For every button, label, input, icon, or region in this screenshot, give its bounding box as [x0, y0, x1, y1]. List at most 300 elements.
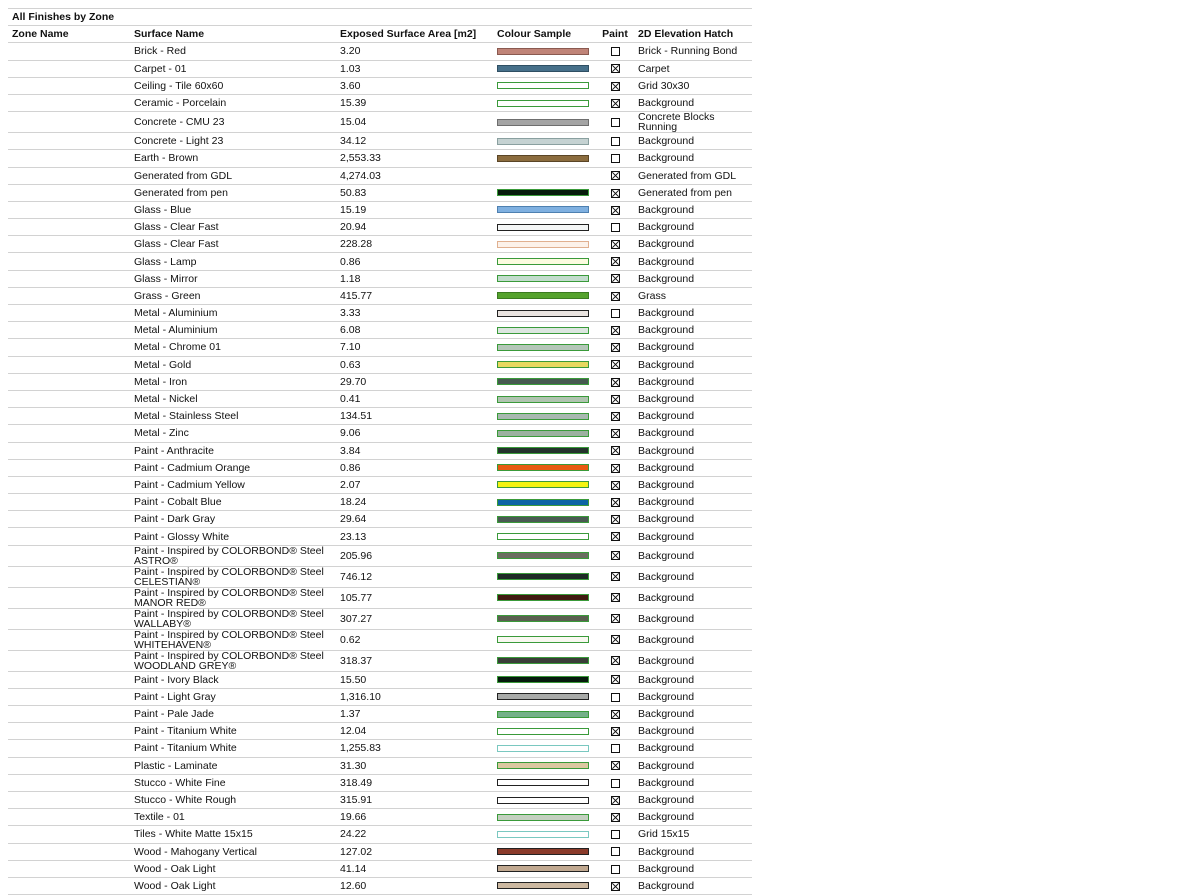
- surface-name-cell: Metal - Gold: [130, 356, 336, 373]
- exposed-area-cell: 4,274.03: [336, 167, 493, 184]
- elevation-hatch-cell: Background: [637, 390, 752, 407]
- zone-name-cell: [8, 390, 130, 407]
- exposed-area-cell: 127.02: [336, 843, 493, 860]
- table-row: [8, 356, 752, 373]
- elevation-hatch-cell: Concrete Blocks Running: [637, 112, 752, 133]
- elevation-hatch-cell: Background: [637, 322, 752, 339]
- colour-sample-cell: [493, 112, 593, 133]
- colour-sample-cell: [493, 339, 593, 356]
- paint-checkbox[interactable]: [611, 761, 620, 770]
- zone-name-cell: [8, 184, 130, 201]
- zone-name-cell: [8, 77, 130, 94]
- paint-cell: [593, 390, 637, 407]
- paint-checkbox[interactable]: [611, 257, 620, 266]
- exposed-area-cell: 3.84: [336, 442, 493, 459]
- table-row: [8, 566, 752, 587]
- zone-name-cell: [8, 740, 130, 757]
- table-row: [8, 877, 752, 894]
- exposed-area-cell: 15.39: [336, 94, 493, 111]
- paint-cell: [593, 774, 637, 791]
- table-row: [8, 77, 752, 94]
- colour-swatch: [497, 224, 589, 231]
- finishes-schedule-table: [8, 8, 752, 895]
- table-row: [8, 94, 752, 111]
- zone-name-cell: [8, 373, 130, 390]
- table-row: [8, 201, 752, 218]
- surface-name-cell: Paint - Cadmium Orange: [130, 459, 336, 476]
- zone-name-cell: [8, 843, 130, 860]
- colour-swatch: [497, 882, 589, 889]
- colour-swatch: [497, 119, 589, 126]
- paint-checkbox[interactable]: [611, 412, 620, 421]
- table-row: [8, 133, 752, 150]
- elevation-hatch-cell: Background: [637, 757, 752, 774]
- surface-name-cell: Paint - Inspired by COLORBOND® Steel MANOR RED®: [130, 587, 336, 608]
- colour-swatch: [497, 636, 589, 643]
- table-row: [8, 60, 752, 77]
- zone-name-cell: [8, 511, 130, 528]
- paint-checkbox[interactable]: [611, 206, 620, 215]
- surface-name-cell: Earth - Brown: [130, 150, 336, 167]
- paint-checkbox[interactable]: [611, 656, 620, 665]
- colour-sample-cell: [493, 270, 593, 287]
- table-row: [8, 860, 752, 877]
- table-row: [8, 253, 752, 270]
- paint-checkbox[interactable]: [611, 796, 620, 805]
- paint-checkbox[interactable]: [611, 446, 620, 455]
- surface-name-cell: Brick - Red: [130, 43, 336, 60]
- paint-checkbox[interactable]: [611, 882, 620, 891]
- paint-checkbox[interactable]: [611, 171, 620, 180]
- table-row: [8, 671, 752, 688]
- colour-sample-cell: [493, 566, 593, 587]
- paint-cell: [593, 545, 637, 566]
- surface-name-cell: Glass - Mirror: [130, 270, 336, 287]
- colour-swatch: [497, 65, 589, 72]
- paint-cell: [593, 167, 637, 184]
- surface-name-cell: Paint - Cadmium Yellow: [130, 476, 336, 493]
- paint-checkbox[interactable]: [611, 779, 620, 788]
- zone-name-cell: [8, 650, 130, 671]
- colour-swatch: [497, 481, 589, 488]
- elevation-hatch-cell: Background: [637, 671, 752, 688]
- elevation-hatch-cell: Background: [637, 459, 752, 476]
- colour-swatch: [497, 430, 589, 437]
- exposed-area-cell: 318.37: [336, 650, 493, 671]
- colour-sample-cell: [493, 545, 593, 566]
- zone-name-cell: [8, 545, 130, 566]
- surface-name-cell: Tiles - White Matte 15x15: [130, 826, 336, 843]
- colour-swatch: [497, 814, 589, 821]
- paint-checkbox[interactable]: [611, 360, 620, 369]
- paint-cell: [593, 425, 637, 442]
- table-row: [8, 150, 752, 167]
- zone-name-cell: [8, 877, 130, 894]
- paint-cell: [593, 476, 637, 493]
- paint-checkbox[interactable]: [611, 830, 620, 839]
- zone-name-cell: [8, 442, 130, 459]
- zone-name-cell: [8, 860, 130, 877]
- colour-swatch: [497, 865, 589, 872]
- zone-name-cell: [8, 528, 130, 545]
- paint-checkbox[interactable]: [611, 378, 620, 387]
- exposed-area-cell: 29.70: [336, 373, 493, 390]
- exposed-area-cell: 15.19: [336, 201, 493, 218]
- zone-name-cell: [8, 791, 130, 808]
- elevation-hatch-cell: Background: [637, 566, 752, 587]
- paint-checkbox[interactable]: [611, 481, 620, 490]
- elevation-hatch-cell: Brick - Running Bond: [637, 43, 752, 60]
- schedule-body: [8, 43, 752, 895]
- colour-sample-cell: [493, 843, 593, 860]
- colour-sample-cell: [493, 791, 593, 808]
- zone-name-cell: [8, 826, 130, 843]
- table-row: [8, 494, 752, 511]
- colour-swatch: [497, 413, 589, 420]
- surface-name-cell: Paint - Light Gray: [130, 688, 336, 705]
- surface-name-cell: Metal - Chrome 01: [130, 339, 336, 356]
- table-row: [8, 112, 752, 133]
- paint-checkbox[interactable]: [611, 274, 620, 283]
- table-row: [8, 219, 752, 236]
- elevation-hatch-cell: Background: [637, 442, 752, 459]
- paint-checkbox[interactable]: [611, 551, 620, 560]
- table-row: [8, 270, 752, 287]
- colour-swatch: [497, 310, 589, 317]
- colour-sample-cell: [493, 305, 593, 322]
- colour-swatch: [497, 615, 589, 622]
- exposed-area-cell: 415.77: [336, 287, 493, 304]
- paint-checkbox[interactable]: [611, 343, 620, 352]
- colour-swatch: [497, 241, 589, 248]
- exposed-area-cell: 318.49: [336, 774, 493, 791]
- paint-checkbox[interactable]: [611, 498, 620, 507]
- exposed-area-cell: 31.30: [336, 757, 493, 774]
- paint-cell: [593, 826, 637, 843]
- exposed-area-cell: 0.41: [336, 390, 493, 407]
- colour-sample-header: Colour Sample: [493, 26, 593, 43]
- table-row: [8, 629, 752, 650]
- paint-cell: [593, 408, 637, 425]
- zone-name-cell: [8, 60, 130, 77]
- surface-name-cell: Metal - Aluminium: [130, 305, 336, 322]
- surface-name-cell: Glass - Clear Fast: [130, 219, 336, 236]
- elevation-hatch-cell: Background: [637, 545, 752, 566]
- paint-checkbox[interactable]: [611, 154, 620, 163]
- paint-cell: [593, 133, 637, 150]
- paint-cell: [593, 723, 637, 740]
- paint-cell: [593, 339, 637, 356]
- colour-sample-cell: [493, 94, 593, 111]
- table-row: [8, 167, 752, 184]
- exposed-area-cell: 50.83: [336, 184, 493, 201]
- elevation-hatch-cell: Background: [637, 587, 752, 608]
- paint-cell: [593, 843, 637, 860]
- colour-swatch: [497, 552, 589, 559]
- paint-checkbox[interactable]: [611, 572, 620, 581]
- paint-cell: [593, 608, 637, 629]
- surface-name-cell: Glass - Blue: [130, 201, 336, 218]
- table-row: [8, 236, 752, 253]
- colour-swatch: [497, 831, 589, 838]
- exposed-area-cell: 6.08: [336, 322, 493, 339]
- zone-name-cell: [8, 270, 130, 287]
- paint-cell: [593, 322, 637, 339]
- colour-swatch: [497, 100, 589, 107]
- exposed-area-cell: 3.20: [336, 43, 493, 60]
- exposed-area-cell: 134.51: [336, 408, 493, 425]
- surface-name-cell: Ceramic - Porcelain: [130, 94, 336, 111]
- paint-checkbox[interactable]: [611, 326, 620, 335]
- elevation-hatch-cell: Background: [637, 843, 752, 860]
- paint-checkbox[interactable]: [611, 744, 620, 753]
- exposed-area-cell: 105.77: [336, 587, 493, 608]
- paint-checkbox[interactable]: [611, 614, 620, 623]
- exposed-area-cell: 2.07: [336, 476, 493, 493]
- elevation-hatch-cell: Background: [637, 253, 752, 270]
- elevation-hatch-cell: Background: [637, 608, 752, 629]
- colour-sample-cell: [493, 671, 593, 688]
- colour-sample-cell: [493, 809, 593, 826]
- elevation-hatch-cell: Grid 15x15: [637, 826, 752, 843]
- surface-name-cell: Paint - Inspired by COLORBOND® Steel WALLABY®: [130, 608, 336, 629]
- table-row: [8, 43, 752, 60]
- exposed-area-cell: 1.18: [336, 270, 493, 287]
- zone-name-cell: [8, 94, 130, 111]
- colour-swatch: [497, 396, 589, 403]
- paint-checkbox[interactable]: [611, 710, 620, 719]
- colour-swatch: [497, 797, 589, 804]
- paint-checkbox[interactable]: [611, 593, 620, 602]
- colour-swatch: [497, 327, 589, 334]
- paint-checkbox[interactable]: [611, 189, 620, 198]
- paint-checkbox[interactable]: [611, 515, 620, 524]
- paint-checkbox[interactable]: [611, 464, 620, 473]
- exposed-area-cell: 18.24: [336, 494, 493, 511]
- surface-name-cell: Metal - Iron: [130, 373, 336, 390]
- colour-swatch: [497, 533, 589, 540]
- elevation-hatch-cell: Background: [637, 791, 752, 808]
- paint-checkbox[interactable]: [611, 118, 620, 127]
- schedule-header-row: [8, 26, 752, 43]
- exposed-area-cell: 12.60: [336, 877, 493, 894]
- elevation-hatch-cell: Background: [637, 774, 752, 791]
- colour-swatch: [497, 745, 589, 752]
- paint-checkbox[interactable]: [611, 292, 620, 301]
- exposed-area-cell: 29.64: [336, 511, 493, 528]
- exposed-area-cell: 3.60: [336, 77, 493, 94]
- colour-swatch: [497, 594, 589, 601]
- colour-swatch: [497, 516, 589, 523]
- colour-sample-cell: [493, 511, 593, 528]
- colour-swatch: [497, 275, 589, 282]
- paint-checkbox[interactable]: [611, 693, 620, 702]
- table-row: [8, 826, 752, 843]
- exposed-area-cell: 23.13: [336, 528, 493, 545]
- surface-name-cell: Stucco - White Fine: [130, 774, 336, 791]
- paint-checkbox[interactable]: [611, 223, 620, 232]
- paint-checkbox[interactable]: [611, 137, 620, 146]
- zone-name-cell: [8, 408, 130, 425]
- colour-swatch: [497, 464, 589, 471]
- paint-checkbox[interactable]: [611, 675, 620, 684]
- colour-swatch: [497, 361, 589, 368]
- exposed-area-header: Exposed Surface Area [m2]: [336, 26, 493, 43]
- table-row: [8, 339, 752, 356]
- elevation-hatch-cell: Background: [637, 425, 752, 442]
- paint-cell: [593, 287, 637, 304]
- paint-checkbox[interactable]: [611, 99, 620, 108]
- table-row: [8, 425, 752, 442]
- surface-name-cell: Ceiling - Tile 60x60: [130, 77, 336, 94]
- elevation-hatch-cell: Background: [637, 877, 752, 894]
- colour-swatch: [497, 728, 589, 735]
- paint-cell: [593, 566, 637, 587]
- table-row: [8, 184, 752, 201]
- elevation-hatch-cell: Background: [637, 408, 752, 425]
- paint-checkbox[interactable]: [611, 240, 620, 249]
- paint-checkbox[interactable]: [611, 635, 620, 644]
- paint-checkbox[interactable]: [611, 395, 620, 404]
- paint-cell: [593, 671, 637, 688]
- elevation-hatch-cell: Grass: [637, 287, 752, 304]
- elevation-hatch-cell: Background: [637, 706, 752, 723]
- paint-cell: [593, 77, 637, 94]
- colour-swatch: [497, 189, 589, 196]
- surface-name-cell: Wood - Mahogany Vertical: [130, 843, 336, 860]
- paint-checkbox[interactable]: [611, 64, 620, 73]
- table-row: [8, 408, 752, 425]
- colour-sample-cell: [493, 706, 593, 723]
- colour-sample-cell: [493, 219, 593, 236]
- exposed-area-cell: 34.12: [336, 133, 493, 150]
- paint-cell: [593, 201, 637, 218]
- exposed-area-cell: 0.86: [336, 253, 493, 270]
- colour-sample-cell: [493, 774, 593, 791]
- zone-name-cell: [8, 459, 130, 476]
- exposed-area-cell: 9.06: [336, 425, 493, 442]
- colour-swatch: [497, 693, 589, 700]
- surface-name-cell: Paint - Cobalt Blue: [130, 494, 336, 511]
- paint-cell: [593, 528, 637, 545]
- paint-checkbox[interactable]: [611, 82, 620, 91]
- zone-name-cell: [8, 757, 130, 774]
- colour-sample-cell: [493, 608, 593, 629]
- exposed-area-cell: 41.14: [336, 860, 493, 877]
- exposed-area-cell: 19.66: [336, 809, 493, 826]
- surface-name-cell: Glass - Clear Fast: [130, 236, 336, 253]
- colour-sample-cell: [493, 408, 593, 425]
- zone-name-cell: [8, 608, 130, 629]
- paint-checkbox[interactable]: [611, 865, 620, 874]
- paint-cell: [593, 219, 637, 236]
- paint-cell: [593, 150, 637, 167]
- elevation-hatch-header: 2D Elevation Hatch: [637, 26, 752, 43]
- zone-name-cell: [8, 133, 130, 150]
- zone-name-cell: [8, 809, 130, 826]
- surface-name-cell: Paint - Ivory Black: [130, 671, 336, 688]
- colour-swatch: [497, 711, 589, 718]
- zone-name-cell: [8, 305, 130, 322]
- surface-name-cell: Generated from pen: [130, 184, 336, 201]
- elevation-hatch-cell: Background: [637, 809, 752, 826]
- colour-sample-cell: [493, 184, 593, 201]
- colour-sample-cell: [493, 373, 593, 390]
- elevation-hatch-cell: Background: [637, 94, 752, 111]
- table-row: [8, 545, 752, 566]
- zone-name-cell: [8, 322, 130, 339]
- zone-name-cell: [8, 150, 130, 167]
- paint-cell: [593, 740, 637, 757]
- zone-name-cell: [8, 671, 130, 688]
- surface-name-cell: Paint - Inspired by COLORBOND® Steel ASTRO®: [130, 545, 336, 566]
- zone-name-cell: [8, 494, 130, 511]
- paint-cell: [593, 757, 637, 774]
- table-row: [8, 587, 752, 608]
- colour-swatch: [497, 82, 589, 89]
- elevation-hatch-cell: Background: [637, 219, 752, 236]
- surface-name-cell: Metal - Aluminium: [130, 322, 336, 339]
- zone-name-cell: [8, 587, 130, 608]
- colour-sample-cell: [493, 236, 593, 253]
- elevation-hatch-cell: Background: [637, 723, 752, 740]
- table-row: [8, 774, 752, 791]
- table-row: [8, 791, 752, 808]
- surface-name-cell: Paint - Inspired by COLORBOND® Steel WHITEHAVEN®: [130, 629, 336, 650]
- surface-name-cell: Metal - Nickel: [130, 390, 336, 407]
- elevation-hatch-cell: Background: [637, 650, 752, 671]
- elevation-hatch-cell: Background: [637, 305, 752, 322]
- surface-name-header: Surface Name: [130, 26, 336, 43]
- paint-checkbox[interactable]: [611, 727, 620, 736]
- paint-cell: [593, 305, 637, 322]
- paint-checkbox[interactable]: [611, 47, 620, 56]
- colour-sample-cell: [493, 167, 593, 184]
- exposed-area-cell: 0.86: [336, 459, 493, 476]
- colour-swatch: [497, 573, 589, 580]
- colour-swatch: [497, 258, 589, 265]
- paint-checkbox[interactable]: [611, 309, 620, 318]
- colour-sample-cell: [493, 459, 593, 476]
- colour-swatch: [497, 499, 589, 506]
- zone-name-header: Zone Name: [8, 26, 130, 43]
- paint-checkbox[interactable]: [611, 429, 620, 438]
- colour-sample-cell: [493, 587, 593, 608]
- elevation-hatch-cell: Background: [637, 476, 752, 493]
- paint-cell: [593, 442, 637, 459]
- paint-checkbox[interactable]: [611, 532, 620, 541]
- elevation-hatch-cell: Generated from pen: [637, 184, 752, 201]
- colour-sample-cell: [493, 43, 593, 60]
- surface-name-cell: Paint - Anthracite: [130, 442, 336, 459]
- paint-cell: [593, 860, 637, 877]
- surface-name-cell: Paint - Pale Jade: [130, 706, 336, 723]
- elevation-hatch-cell: Background: [637, 373, 752, 390]
- colour-sample-cell: [493, 322, 593, 339]
- surface-name-cell: Paint - Titanium White: [130, 723, 336, 740]
- colour-sample-cell: [493, 650, 593, 671]
- elevation-hatch-cell: Background: [637, 133, 752, 150]
- table-row: [8, 608, 752, 629]
- exposed-area-cell: 3.33: [336, 305, 493, 322]
- colour-sample-cell: [493, 253, 593, 270]
- table-row: [8, 706, 752, 723]
- table-row: [8, 322, 752, 339]
- paint-checkbox[interactable]: [611, 813, 620, 822]
- table-row: [8, 442, 752, 459]
- zone-name-cell: [8, 476, 130, 493]
- table-row: [8, 459, 752, 476]
